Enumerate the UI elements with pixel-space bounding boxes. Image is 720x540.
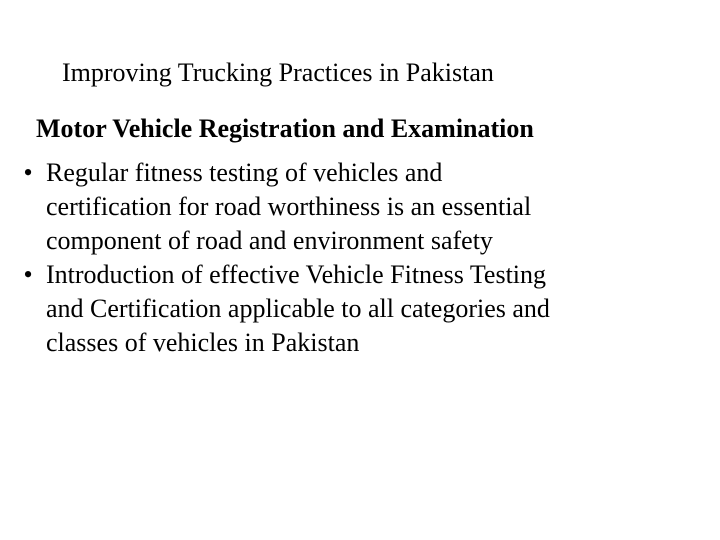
bullet-list — [18, 156, 718, 360]
bullet-point-icon: • — [23, 260, 33, 289]
bullet-text-line: certification for road worthiness is an essential — [46, 192, 532, 221]
bullet-item-fitness-testing — [18, 156, 718, 258]
slide-title: Improving Trucking Practices in Pakistan — [62, 58, 494, 87]
bullet-text-line: Introduction of effective Vehicle Fitness Testing — [46, 260, 547, 289]
bullet-text-line: and Certification applicable to all categories and — [46, 294, 550, 323]
bullet-text-line: classes of vehicles in Pakistan — [46, 328, 360, 357]
bullet-text-line: Regular fitness testing of vehicles and — [46, 158, 443, 187]
bullet-text-line: component of road and environment safety — [46, 226, 493, 255]
section-heading: Motor Vehicle Registration and Examination — [36, 114, 534, 143]
bullet-point-icon: • — [23, 158, 33, 187]
bullet-item-certification — [18, 258, 718, 360]
